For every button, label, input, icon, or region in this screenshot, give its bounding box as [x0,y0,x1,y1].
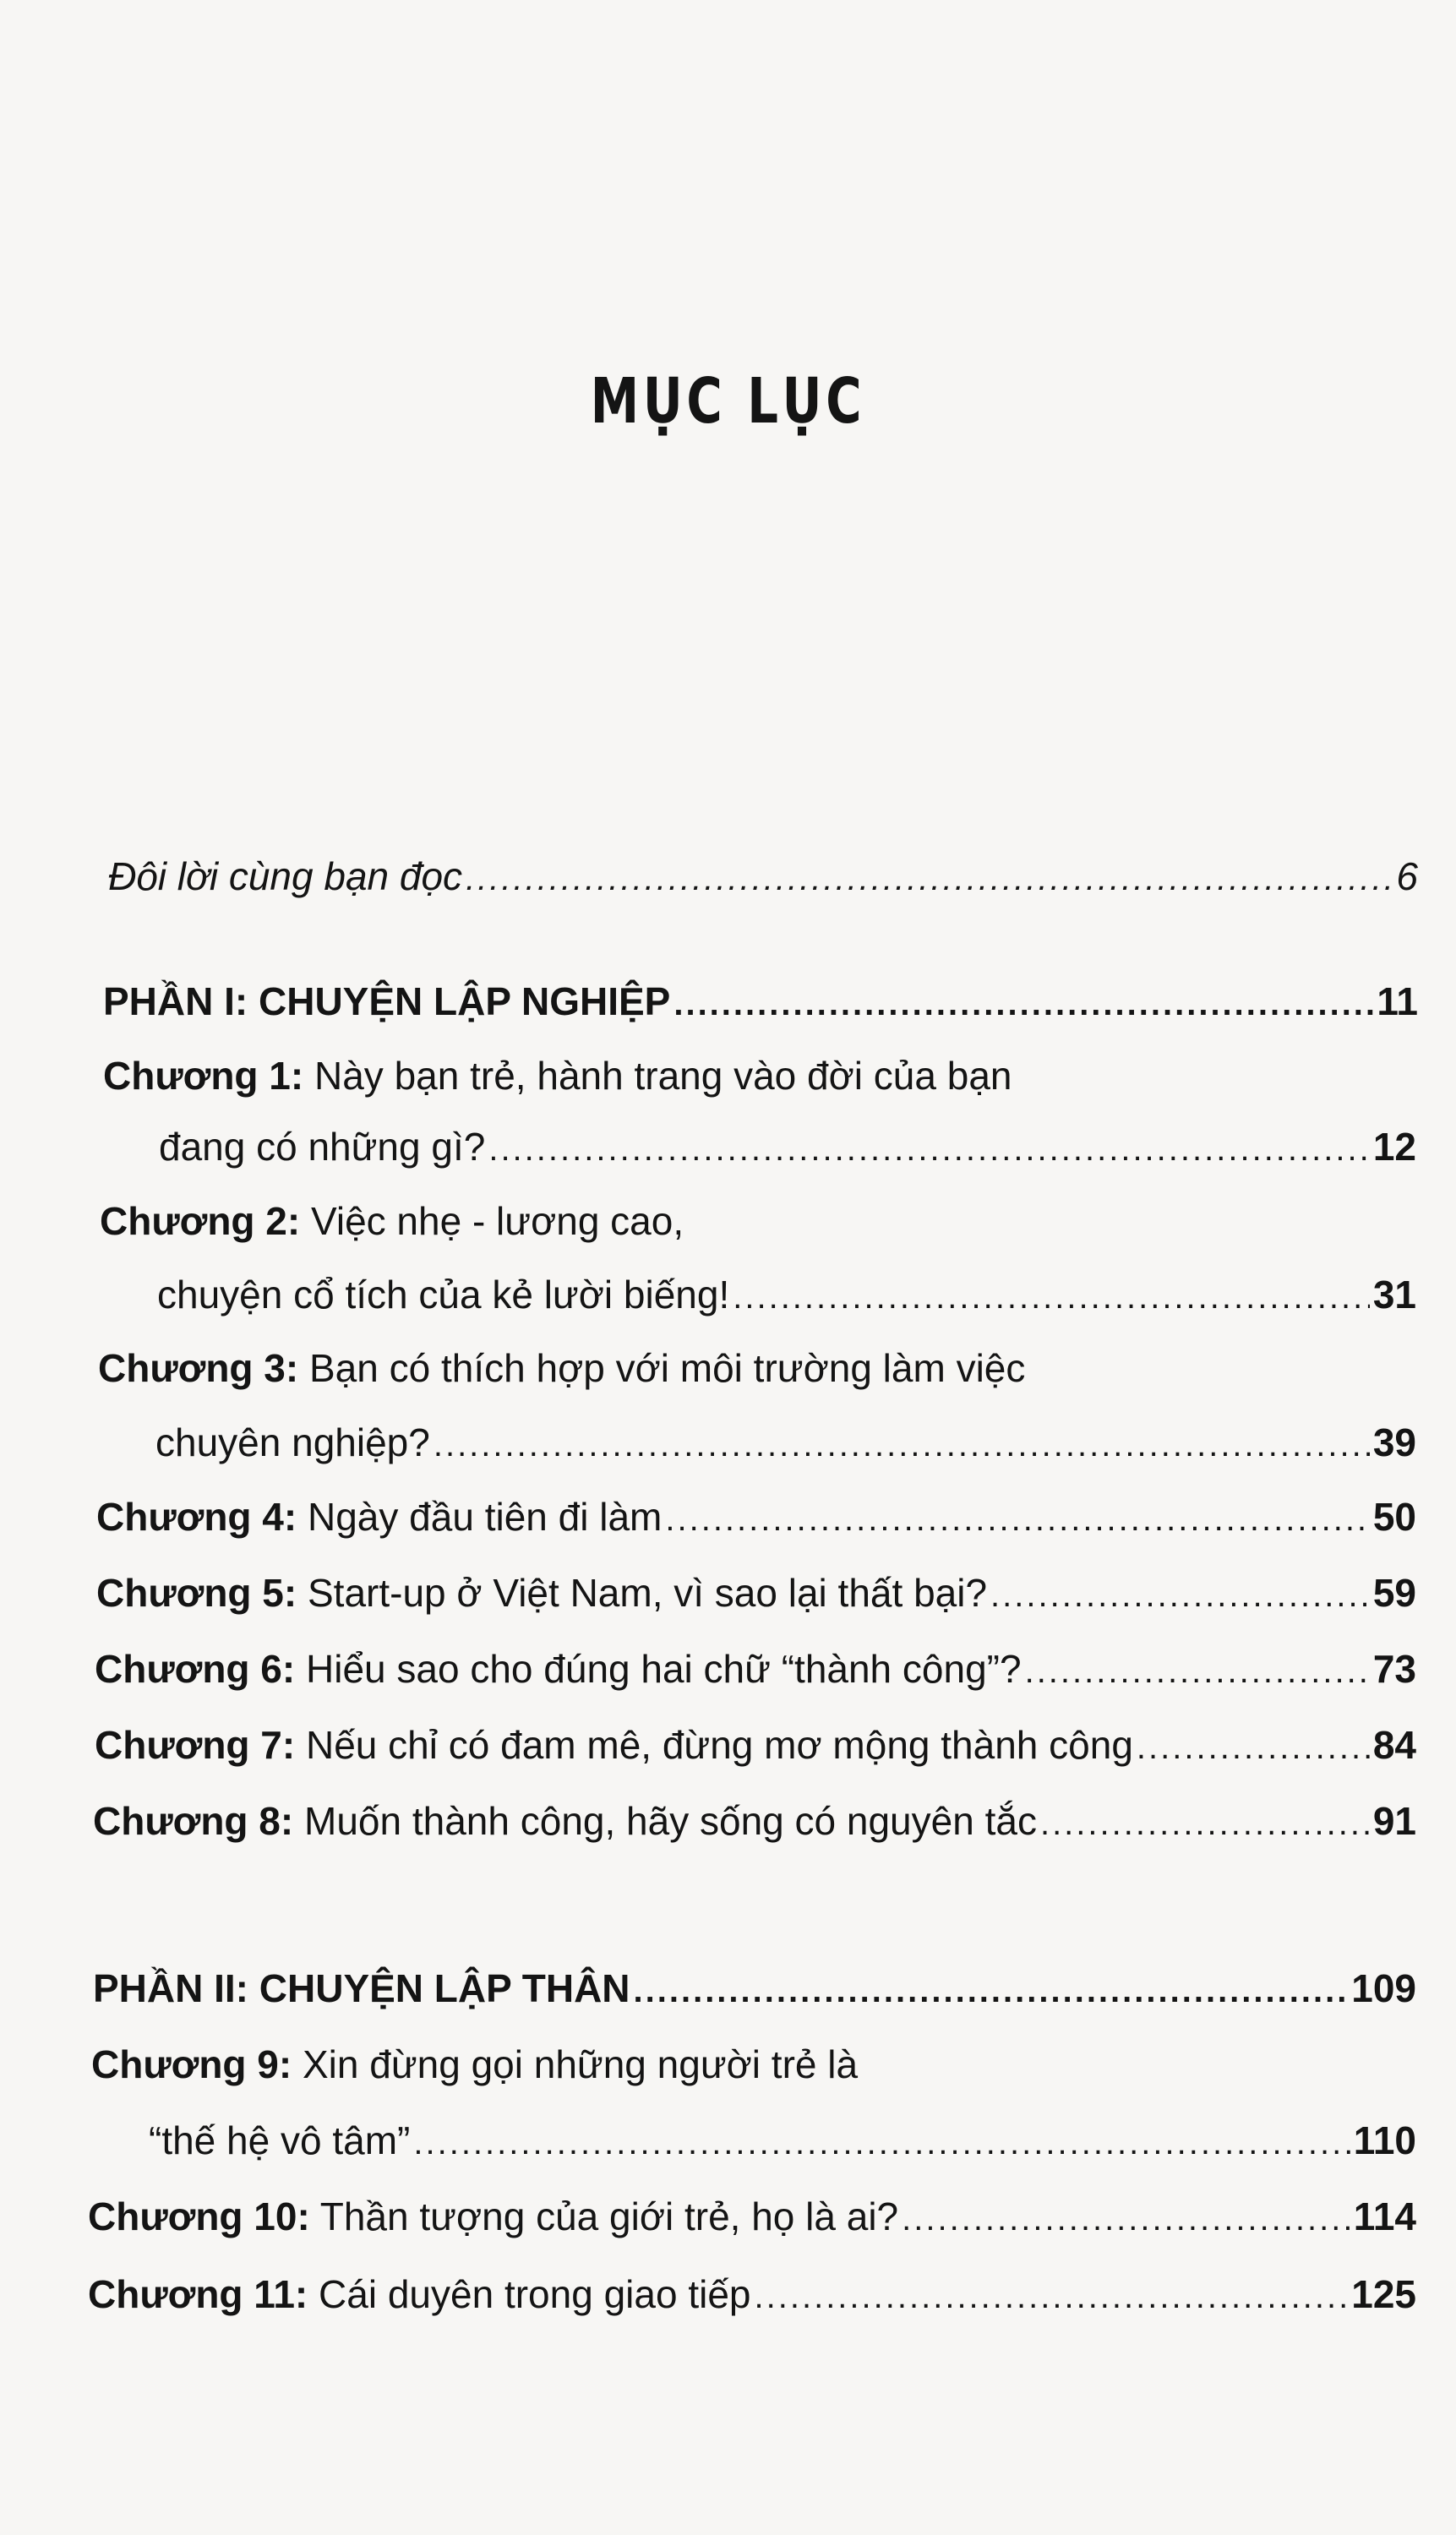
page-number: 39 [1372,1420,1416,1464]
dot-leader [634,1972,1349,2010]
dot-leader [1137,1729,1370,1767]
chapter-title: Xin đừng gọi những người trẻ là [303,2042,859,2086]
page-number: 109 [1351,1966,1416,2010]
chapter-title: Việc nhẹ - lương cao, [311,1199,684,1243]
dot-leader [755,2278,1349,2316]
toc-entry-chapter-2-line1 [100,1198,684,1244]
dot-leader [990,1577,1370,1615]
page-number: 11 [1377,979,1418,1023]
chapter-title-cont: đang có những gì? [159,1125,486,1169]
chapter-title-cont: “thế hệ vô tâm” [149,2118,411,2162]
dot-leader [665,1501,1369,1539]
dot-leader [434,1426,1370,1464]
toc-entry-chapter-4 [96,1494,1416,1548]
dot-leader [673,985,1373,1023]
toc-entry-chapter-9-line2 [149,2118,1416,2172]
dot-leader [466,860,1393,898]
part-title: PHẦN II: CHUYỆN LẬP THÂN [93,1966,630,2010]
chapter-prefix: Chương 6: [95,1647,296,1691]
toc-entry-chapter-1-line2 [159,1124,1416,1178]
chapter-title: Muốn thành công, hãy sống có nguyên tắc [304,1799,1037,1843]
page-number: 6 [1396,854,1418,898]
page-number: 114 [1353,2194,1416,2238]
chapter-prefix: Chương 8: [93,1799,294,1843]
chapter-title: Start-up ở Việt Nam, vì sao lại thất bại? [308,1571,988,1615]
chapter-title: Thần tượng của giới trẻ, họ là ai? [319,2194,899,2238]
dot-leader [733,1278,1370,1317]
dot-leader [1025,1653,1370,1691]
toc-entry-chapter-7 [95,1722,1416,1776]
chapter-prefix: Chương 3: [98,1346,299,1390]
chapter-prefix: Chương 2: [100,1199,301,1243]
page-number: 12 [1372,1125,1416,1169]
chapter-prefix: Chương 5: [96,1571,297,1615]
toc-entry-chapter-9-line1 [91,2042,858,2087]
dot-leader [488,1131,1370,1169]
page-number: 59 [1372,1571,1416,1615]
toc-entry-chapter-3-line1 [98,1345,1025,1391]
chapter-title: Này bạn trẻ, hành trang vào đời của bạn [314,1054,1012,1098]
chapter-title: Cái duyên trong giao tiếp [319,2272,751,2316]
part-title: PHẦN I: CHUYỆN LẬP NGHIỆP [103,979,671,1023]
toc-entry-part-1 [103,979,1418,1033]
dot-leader [902,2200,1350,2238]
page-number: 110 [1353,2118,1416,2162]
page-number: 91 [1372,1799,1416,1843]
chapter-title: Bạn có thích hợp với môi trường làm việc [309,1346,1026,1390]
toc-entry-part-2 [93,1965,1416,2020]
page-number: 125 [1351,2272,1416,2316]
chapter-prefix: Chương 7: [95,1723,296,1767]
dot-leader [413,2124,1350,2162]
toc-entry-chapter-8 [93,1798,1416,1852]
chapter-title: Nếu chỉ có đam mê, đừng mơ mộng thành công [306,1723,1133,1767]
chapter-prefix: Chương 4: [96,1495,297,1539]
toc-entry-chapter-6 [95,1646,1416,1700]
toc-entry-chapter-1-line1 [103,1053,1012,1098]
page-number: 84 [1372,1723,1416,1767]
preface-label: Đôi lời cùng bạn đọc [108,854,463,898]
chapter-title: Hiểu sao cho đúng hai chữ “thành công”? [306,1647,1022,1691]
toc-entry-chapter-3-line2 [155,1420,1416,1474]
page-number: 73 [1372,1647,1416,1691]
page-title: MỤC LỤC [590,365,866,438]
chapter-prefix: Chương 11: [88,2272,308,2316]
toc-entry-chapter-2-line2 [157,1272,1416,1326]
toc-entry-chapter-5 [96,1570,1416,1624]
chapter-title-cont: chuyện cổ tích của kẻ lười biếng! [157,1273,730,1317]
toc-entry-preface [108,853,1418,908]
chapter-prefix: Chương 1: [103,1054,304,1098]
page-number: 50 [1372,1495,1416,1539]
chapter-title-cont: chuyên nghiệp? [155,1420,430,1464]
toc-entry-chapter-10 [88,2194,1416,2248]
chapter-title: Ngày đầu tiên đi làm [308,1495,663,1539]
page-number: 31 [1372,1273,1416,1317]
chapter-prefix: Chương 9: [91,2042,292,2086]
toc-entry-chapter-11 [88,2271,1416,2325]
chapter-prefix: Chương 10: [88,2194,310,2238]
dot-leader [1040,1805,1370,1843]
